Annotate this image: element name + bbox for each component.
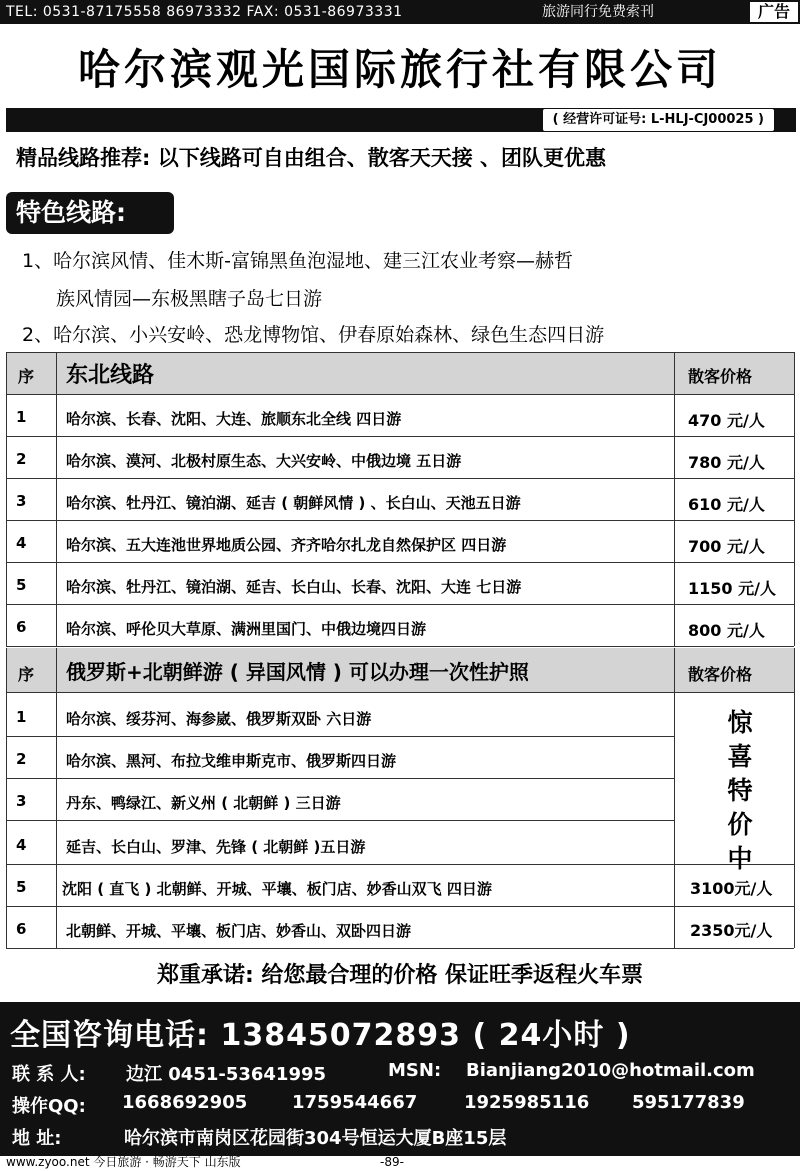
featured-route-1-cont: 族风情园—东极黑瞎子岛七日游 xyxy=(56,288,323,310)
divider xyxy=(6,648,7,948)
divider xyxy=(674,352,675,646)
route-price: 700 元/人 xyxy=(688,537,765,556)
promise-text: 郑重承诺: 给您最合理的价格 保证旺季返程火车票 xyxy=(156,963,644,988)
row-number: 6 xyxy=(16,618,27,636)
divider xyxy=(6,436,794,437)
route-name: 哈尔滨、五大连池世界地质公园、齐齐哈尔扎龙自然保护区 四日游 xyxy=(66,536,507,554)
surprise-char: 特 xyxy=(727,776,753,805)
route-name: 哈尔滨、牡丹江、镜泊湖、延吉 ( 朝鲜风情 ) 、长白山、天池五日游 xyxy=(66,494,521,512)
divider xyxy=(6,692,794,693)
divider xyxy=(6,520,794,521)
route-name: 北朝鲜、开城、平壤、板门店、妙香山、双卧四日游 xyxy=(66,922,412,940)
hotline: 全国咨询电话: 13845072893 ( 24小时 ) xyxy=(10,1018,631,1053)
surprise-char: 惊 xyxy=(727,708,753,737)
route-name: 丹东、鸭绿江、新义州 ( 北朝鲜 ) 三日游 xyxy=(66,794,341,812)
qq-number: 1668692905 xyxy=(122,1092,248,1113)
license-bar xyxy=(6,108,796,132)
divider xyxy=(6,820,674,821)
featured-label: 特色线路: xyxy=(6,192,174,234)
header-contact: TEL: 0531-87175558 86973332 FAX: 0531-86973331 xyxy=(6,4,403,20)
footer-site: www.zyoo.net 今日旅游 · 畅游天下 山东版 xyxy=(6,1155,241,1169)
divider xyxy=(6,352,7,646)
route-price: 800 元/人 xyxy=(688,621,765,640)
route-name: 哈尔滨、黑河、布拉戈维申斯克市、俄罗斯四日游 xyxy=(66,752,397,770)
divider xyxy=(6,906,794,907)
route-name: 沈阳 ( 直飞 ) 北朝鲜、开城、平壤、板门店、妙香山双飞 四日游 xyxy=(62,880,492,898)
contact-block xyxy=(0,1002,800,1156)
northeast-title: 东北线路 xyxy=(66,363,155,388)
divider xyxy=(6,478,794,479)
divider xyxy=(56,648,57,948)
recommend-text: 精品线路推荐: 以下线路可自由组合、散客天天接 、团队更优惠 xyxy=(16,146,607,170)
divider xyxy=(56,352,57,646)
divider xyxy=(6,646,794,647)
row-number: 6 xyxy=(16,920,27,938)
route-price: 1150 元/人 xyxy=(688,579,776,598)
russia-col-price: 散客价格 xyxy=(688,665,753,684)
divider xyxy=(6,394,794,395)
contact-person-value: 边江 0451-53641995 xyxy=(126,1064,327,1085)
divider xyxy=(6,604,794,605)
route-name: 延吉、长白山、罗津、先锋 ( 北朝鲜 )五日游 xyxy=(66,838,366,856)
qq-number: 1925985116 xyxy=(464,1092,590,1113)
row-number: 5 xyxy=(16,576,27,594)
row-number: 2 xyxy=(16,450,27,468)
row-number: 3 xyxy=(16,792,27,810)
route-name: 哈尔滨、呼伦贝大草原、满洲里国门、中俄边境四日游 xyxy=(66,620,427,638)
route-name: 哈尔滨、绥芬河、海参崴、俄罗斯双卧 六日游 xyxy=(66,710,372,728)
row-number: 1 xyxy=(16,408,27,426)
divider xyxy=(794,648,795,948)
contact-person-label: 联 系 人: xyxy=(12,1064,86,1085)
route-price: 3100元/人 xyxy=(690,879,773,898)
qq-label: 操作QQ: xyxy=(12,1096,86,1117)
northeast-col-seq: 序 xyxy=(18,367,35,386)
company-name: 哈尔滨观光国际旅行社有限公司 xyxy=(77,45,722,94)
route-name: 哈尔滨、牡丹江、镜泊湖、延吉、长白山、长春、沈阳、大连 七日游 xyxy=(66,578,522,596)
qq-number: 1759544667 xyxy=(292,1092,418,1113)
divider xyxy=(6,948,794,949)
divider xyxy=(6,864,794,865)
divider xyxy=(674,648,675,948)
featured-route-1: 1、哈尔滨风情、佳木斯-富锦黑鱼泡湿地、建三江农业考察—赫哲 xyxy=(22,250,573,272)
route-price: 2350元/人 xyxy=(690,921,773,940)
qq-number: 595177839 xyxy=(632,1092,745,1113)
surprise-char: 中 xyxy=(727,844,753,873)
route-price: 610 元/人 xyxy=(688,495,765,514)
route-price: 470 元/人 xyxy=(688,411,765,430)
surprise-price-badge xyxy=(722,706,758,876)
russia-col-seq: 序 xyxy=(18,665,35,684)
top-contact-bar xyxy=(0,0,800,24)
address-value: 哈尔滨市南岗区花园街304号恒运大厦B座15层 xyxy=(124,1128,507,1149)
msn-value: Bianjiang2010@hotmail.com xyxy=(466,1060,755,1081)
row-number: 3 xyxy=(16,492,27,510)
divider xyxy=(6,736,674,737)
divider xyxy=(794,352,795,646)
route-name: 哈尔滨、长春、沈阳、大连、旅顺东北全线 四日游 xyxy=(66,410,402,428)
northeast-col-price: 散客价格 xyxy=(688,367,753,386)
address-label: 地 址: xyxy=(12,1128,62,1149)
ad-badge: 广告 xyxy=(748,0,800,24)
row-number: 4 xyxy=(16,534,27,552)
featured-route-2: 2、哈尔滨、小兴安岭、恐龙博物馆、伊春原始森林、绿色生态四日游 xyxy=(22,324,605,346)
russia-title: 俄罗斯+北朝鲜游 ( 异国风情 ) 可以办理一次性护照 xyxy=(66,660,529,684)
route-name: 哈尔滨、漠河、北极村原生态、大兴安岭、中俄边境 五日游 xyxy=(66,452,462,470)
surprise-char: 价 xyxy=(727,810,753,839)
footer xyxy=(0,1154,800,1171)
msn-label: MSN: xyxy=(388,1060,442,1081)
divider xyxy=(6,778,674,779)
route-price: 780 元/人 xyxy=(688,453,765,472)
surprise-char: 喜 xyxy=(727,742,753,771)
divider xyxy=(6,562,794,563)
page-number: -89- xyxy=(380,1155,404,1169)
row-number: 5 xyxy=(16,878,27,896)
row-number: 1 xyxy=(16,708,27,726)
license-number: ( 经营许可证号: L-HLJ-CJ00025 ) xyxy=(543,109,774,131)
header-tagline: 旅游同行免费索刊 xyxy=(542,4,654,20)
divider xyxy=(6,352,794,353)
row-number: 2 xyxy=(16,750,27,768)
row-number: 4 xyxy=(16,836,27,854)
